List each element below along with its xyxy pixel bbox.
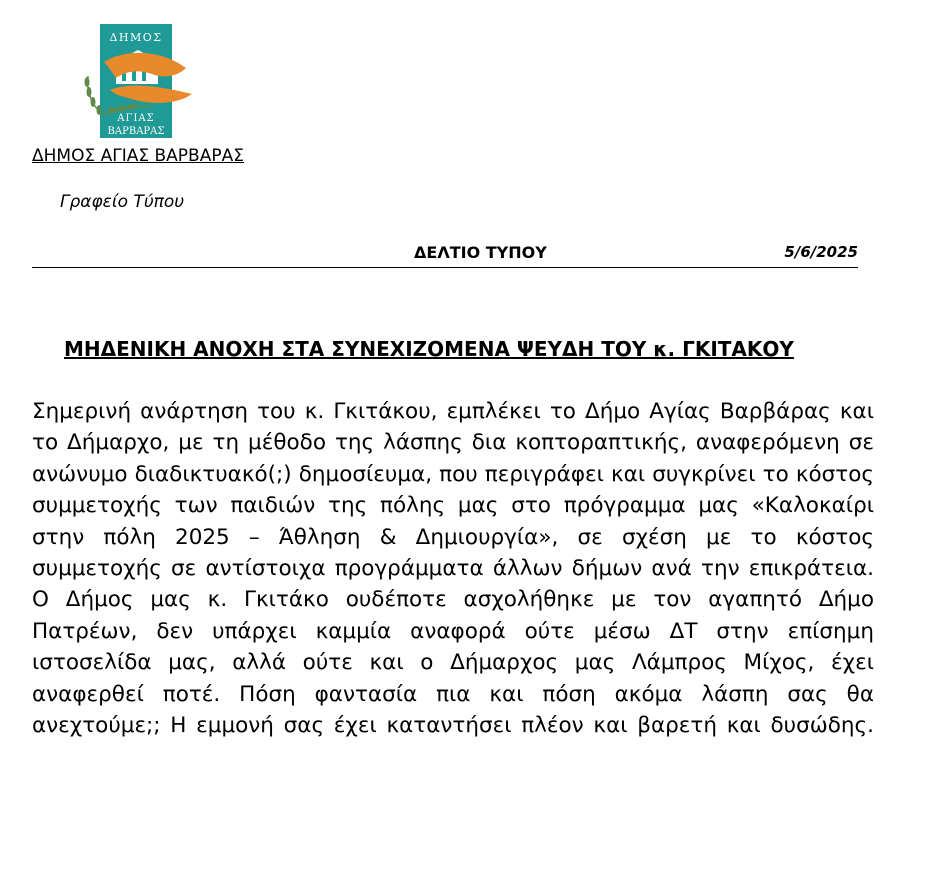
document-date: 5/6/2025 <box>784 243 858 261</box>
logo-bottom-line2: ΒΑΡΒΑΡΑΣ <box>107 126 165 137</box>
press-office: Γραφείο Τύπου <box>60 192 185 212</box>
document-dateline <box>32 243 858 268</box>
document-type: ΔΕΛΤΙΟ ΤΥΠΟΥ <box>414 243 547 262</box>
logo-bottom-line1: ΑΓΙΑΣ <box>117 113 155 124</box>
headline: ΜΗΔΕΝΙΚΗ ΑΝΟΧΗ ΣΤΑ ΣΥΝΕΧΙΖΟΜΕΝΑ ΨΕΥΔΗ ΤΟΥ κ. ΓΚΙΤΑΚΟΥ <box>64 337 794 361</box>
organization-name: ΔΗΜΟΣ ΑΓΙΑΣ ΒΑΡΒΑΡΑΣ <box>32 146 244 166</box>
municipality-logo <box>82 24 200 142</box>
logo-top-text: ΔΗΜΟΣ <box>109 31 163 44</box>
body-paragraph: Σημερινή ανάρτηση του κ. Γκιτάκου, εμπλέκει το Δήμο Αγίας Βαρβάρας και το Δήμαρχο, με τη μέθοδο της λάσπης δια κοπτοραπτικής, αναφερόμενη σε ανώνυμο διαδικτυακό(;) δημοσίευμα, που περιγράφει και συγκρίνει το κόστος συμμετοχής των παιδιών της πόλης μας στο πρόγραμμα μας «Καλοκαίρι στην πόλη 2025 – Άθληση & Δημιουργία», σε σχέση με το κόστος συμμετοχής σε αντίστοιχα προγράμματα άλλων δήμων ανά την επικράτεια. Ο Δήμος μας κ. Γκιτάκο ουδέποτε ασχολήθηκε με τον αγαπητό Δήμο Πατρέων, δεν υπάρχει καμμία αναφορά ούτε μέσω ΔΤ στην επίσημη ιστοσελίδα μας, αλλά ούτε και ο Δήμαρχος μας Λάμπρος Μίχος, έχει αναφερθεί ποτέ. Πόση φαντασία πια και πόση ακόμα λάσπη σας θα ανεχτούμε;; Η εμμονή σας έχει καταντήσει πλέον και βαρετή και δυσώδης. <box>32 399 874 739</box>
